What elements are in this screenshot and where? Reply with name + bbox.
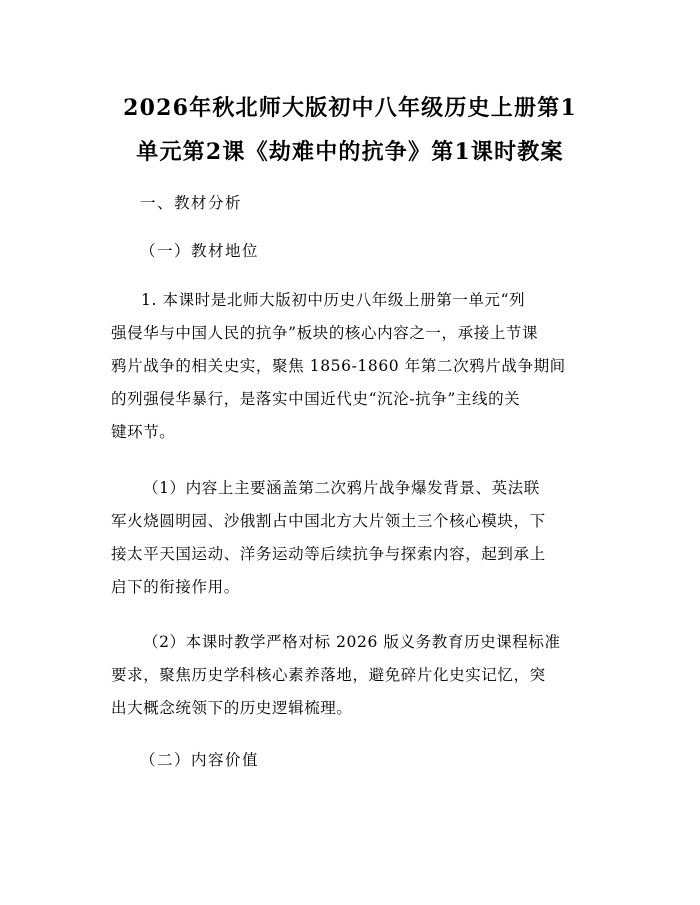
paragraph-line: 键环节。: [111, 423, 176, 441]
paragraph-line: 接太平天国运动、洋务运动等后续抗争与探索内容，起到承上: [111, 545, 546, 563]
subsection-heading-textbook-position: （一）教材地位: [140, 242, 260, 260]
paragraph-line: 军火烧圆明园、沙俄割占中国北方大片领土三个核心模块，下: [111, 512, 546, 530]
paragraph-content-scope: [111, 472, 599, 604]
paragraph-line: 出大概念统领下的历史逻辑梳理。: [111, 699, 353, 717]
paragraph-line: 的列强侵华暴行，是落实中国近代史“沉沦-抗争”主线的关: [111, 390, 521, 408]
paragraph-course-position: [111, 284, 599, 449]
paragraph-line: 1. 本课时是北师大版初中历史八年级上册第一单元“列: [141, 291, 526, 309]
paragraph-line: 强侵华与中国人民的抗争”板块的核心内容之一，承接上节课: [111, 324, 539, 342]
paragraph-line: （2）本课时教学严格对标 2026 版义务教育历史课程标准: [143, 633, 561, 651]
document-title: [84, 86, 616, 174]
paragraph-line: （1）内容上主要涵盖第二次鸦片战争爆发背景、英法联: [143, 479, 540, 497]
section-heading-textbook-analysis: 一、教材分析: [140, 194, 243, 212]
title-line: 2026年秋北师大版初中八年级历史上册第1: [123, 95, 577, 121]
title-line: 单元第2课《劫难中的抗争》第1课时教案: [136, 139, 564, 165]
paragraph-line: 要求，聚焦历史学科核心素养落地，避免碎片化史实记忆，突: [111, 666, 546, 684]
subsection-heading-content-value: （二）内容价值: [140, 751, 260, 769]
paragraph-curriculum-standard: [111, 626, 599, 725]
paragraph-line: 启下的衔接作用。: [111, 578, 240, 596]
paragraph-line: 鸦片战争的相关史实，聚焦 1856-1860 年第二次鸦片战争期间: [111, 357, 566, 375]
